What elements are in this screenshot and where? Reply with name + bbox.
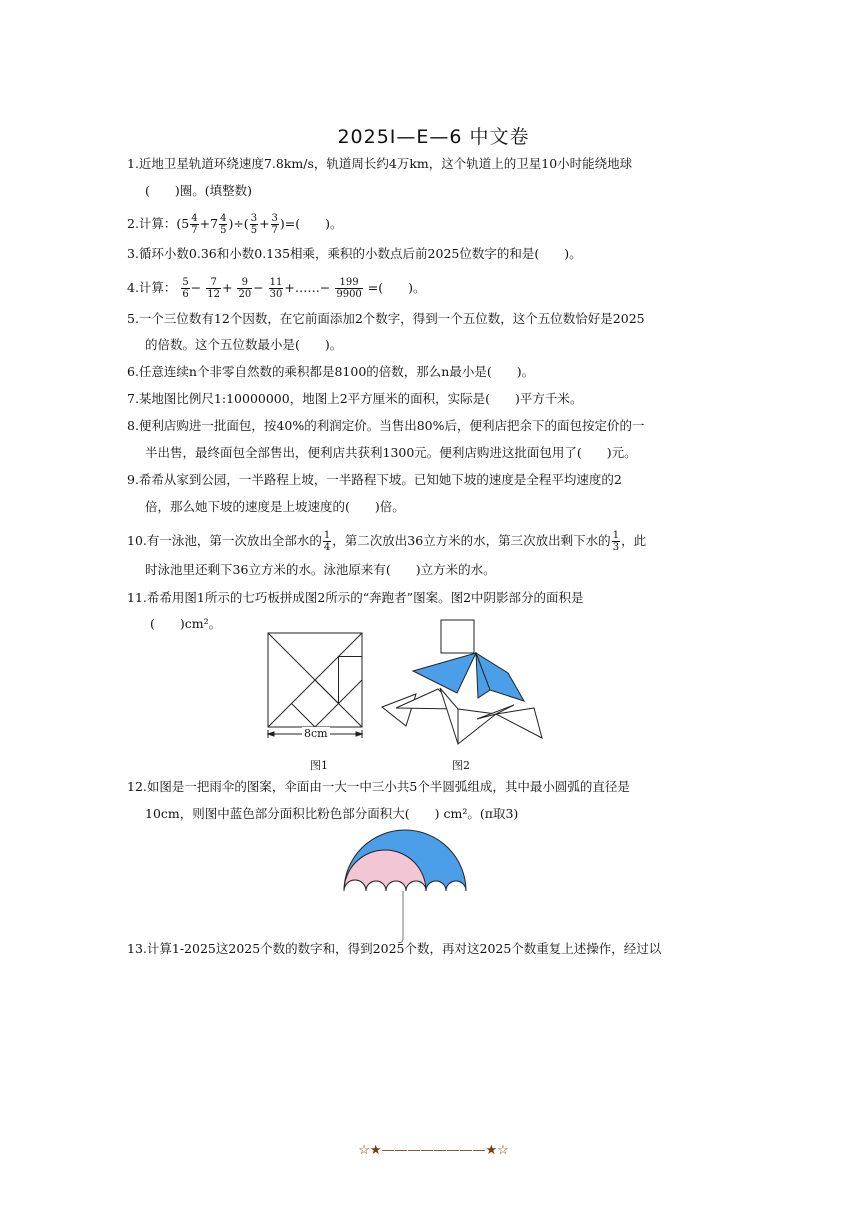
- q2-mid1: +7: [199, 216, 219, 231]
- q4-term-3: $\frac{9}{20}$: [238, 277, 252, 300]
- q2-plus: +: [259, 216, 270, 231]
- q11-line2: ( )cm²。: [150, 616, 222, 631]
- q12-line1: 12.如图是一把雨伞的图案，伞面由一大一中三小共5个半圆弧组成，其中最小圆弧的直径是: [127, 779, 630, 794]
- q6-line1: 6.任意连续n个非零自然数的乘积都是8100的倍数，那么n最小是( )。: [127, 364, 535, 379]
- q2-frac4: $\frac{3}{7}$: [271, 213, 278, 236]
- q10-line2: 时泳池里还剩下36立方米的水。泳池原来有( )立方米的水。: [145, 562, 496, 577]
- q10-line1c: ，此: [621, 533, 647, 548]
- q2-suffix: )=( )。: [279, 216, 343, 231]
- dimension-label: 8cm: [304, 727, 328, 740]
- q3-line1: 3.循环小数0.36和小数0.135相乘，乘积的小数点后前2025位数字的和是( )。: [127, 246, 582, 261]
- q4-term-4: $\frac{11}{30}$: [269, 277, 283, 300]
- q4-term-1: $\frac{5}{6}$: [182, 277, 189, 300]
- q4-suffix: =( )。: [367, 280, 426, 295]
- q2-prefix: 2.计算：(5: [127, 216, 190, 231]
- q4-prefix: 4.计算：: [127, 280, 177, 295]
- q7-line1: 7.某地图比例尺1:10000000，地图上2平方厘米的面积，实际是( )平方千米。: [127, 391, 583, 406]
- q8-line2: 半出售，最终面包全部售出，便利店共获利1300元。便利店购进这批面包用了( )元。: [145, 445, 637, 460]
- q2-line: [127, 213, 343, 236]
- page-footer-ornament: ☆★————————★☆: [358, 1143, 509, 1158]
- q10-line1: [127, 530, 646, 553]
- q2-frac2: $\frac{4}{5}$: [220, 213, 227, 236]
- q10-line1b: ，第二次放出36立方米的水，第三次放出剩下水的: [332, 533, 611, 548]
- q4-op-1: −: [190, 280, 202, 295]
- q2-frac1: $\frac{4}{7}$: [191, 213, 198, 236]
- figure-1-caption: 图1: [310, 759, 328, 772]
- q4-op-2: +: [222, 280, 233, 295]
- q12-line2: 10cm，则图中蓝色部分面积比粉色部分面积大( ) cm²。(π取3): [145, 806, 519, 821]
- q8-line1: 8.便利店购进一批面包，按40%的利润定价。当售出80%后，便利店把余下的面包按定价的一: [127, 418, 645, 433]
- q10-frac2: $\frac{1}{3}$: [612, 530, 620, 553]
- q4-term-5: $\frac{199}{9900}$: [336, 277, 362, 300]
- q9-line1: 9.希希从家到公园，一半路程上坡，一半路程下坡。已知她下坡的速度是全程平均速度的2: [127, 472, 622, 487]
- q1-line2: ( )圈。(填整数): [145, 183, 253, 198]
- tangram-figure-2: [378, 616, 548, 746]
- q10-line1a: 10.有一泳池，第一次放出全部水的: [127, 533, 322, 548]
- q2-frac3: $\frac{3}{5}$: [250, 213, 258, 236]
- q4-term-2: $\frac{7}{12}$: [207, 277, 220, 300]
- page-title: 2025I—E—6 中文卷: [337, 126, 530, 148]
- q9-line2: 倍，那么她下坡的速度是上坡速度的( )倍。: [145, 499, 405, 514]
- q5-line2: 的倍数。这个五位数最小是( )。: [145, 337, 343, 352]
- q1-line1: 1.近地卫星轨道环绕速度7.8km/s，轨道周长约4万km，这个轨道上的卫星10小时能绕地球: [127, 156, 633, 171]
- umbrella-figure: [340, 828, 470, 948]
- q4-op-4: +……−: [284, 280, 331, 295]
- q13-line1: 13.计算1-2025这2025个数的数字和，得到2025个数，再对这2025个数重复上述操作，经过以: [127, 941, 662, 956]
- q5-line1: 5.一个三位数有12个因数，在它前面添加2个数字，得到一个五位数，这个五位数恰好是2025: [127, 311, 645, 326]
- q4-op-3: −: [253, 280, 264, 295]
- q10-frac1: $\frac{1}{4}$: [323, 530, 331, 553]
- q2-mid2: )÷(: [228, 216, 249, 231]
- figure-2-caption: 图2: [452, 759, 470, 772]
- q11-line1: 11.希希用图1所示的七巧板拼成图2所示的“奔跑者”图案。图2中阴影部分的面积是: [127, 590, 584, 605]
- q4-line: [127, 277, 426, 300]
